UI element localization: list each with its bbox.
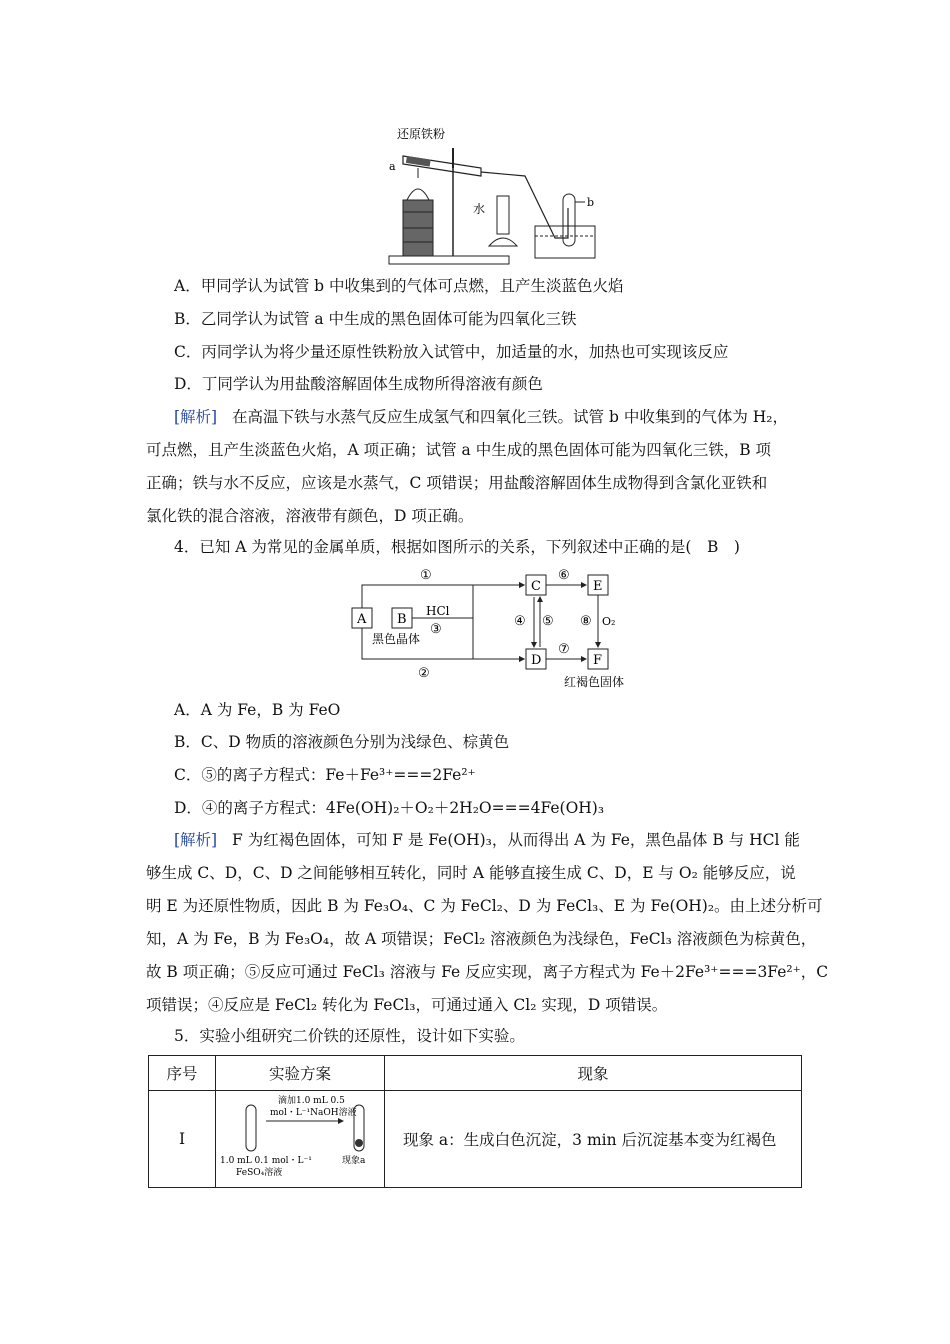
q4-option-d: D．④的离子方程式：4Fe(OH)₂＋O₂＋2H₂O===4Fe(OH)₃ — [174, 799, 605, 817]
q3-option-d: D．丁同学认为用盐酸溶解固体生成物所得溶液有颜色 — [174, 375, 543, 393]
table-row — [149, 1091, 802, 1188]
arrow-label-7: ⑦ — [558, 642, 570, 657]
q5-stem: 5．实验小组研究二价铁的还原性，设计如下实验。 — [174, 1027, 525, 1045]
q4-option-b: B．C、D 物质的溶液颜色分别为浅绿色、棕黄色 — [174, 733, 510, 751]
o2-label: O₂ — [602, 615, 616, 628]
arrow-label-4: ④ — [514, 614, 526, 629]
q4-analysis-line3: 明 E 为还原性物质，因此 B 为 Fe₃O₄、C 为 FeCl₂、D 为 FeCl₃、E 为 Fe(OH)₂。由上述分析可 — [146, 897, 823, 915]
red-brown-solid-label: 红褐色固体 — [564, 675, 625, 689]
q3-analysis-tag: [解析] — [174, 408, 218, 426]
scheme-right-text: 现象a — [342, 1156, 366, 1166]
svg-text:E: E — [593, 579, 603, 594]
arrow-label-2: ② — [418, 666, 430, 681]
table-header-row — [149, 1056, 802, 1091]
row-phenomenon: 现象 a：生成白色沉淀，3 min 后沉淀基本变为红褐色 — [385, 1091, 802, 1188]
svg-text:B: B — [397, 612, 407, 627]
q3-analysis-line1: [解析] 在高温下铁与水蒸气反应生成氢气和四氧化三铁。试管 b 中收集到的气体为 H₂， — [174, 408, 788, 426]
q3-analysis-line3: 正确；铁与水不反应，应该是水蒸气，C 项错误；用盐酸溶解固体生成物得到含氯化亚铁和 — [146, 474, 768, 492]
q3-analysis-line4: 氯化铁的混合溶液，溶液带有颜色，D 项正确。 — [146, 507, 474, 525]
row-scheme — [216, 1091, 385, 1188]
arrow-label-3: ③ — [430, 622, 442, 637]
svg-text:F: F — [593, 653, 603, 668]
q4-analysis-line5: 故 B 项正确；⑤反应可通过 FeCl₃ 溶液与 Fe 反应实现，离子方程式为 Fe＋2Fe³⁺===3Fe²⁺，C — [146, 963, 829, 981]
arrow-label-1: ① — [420, 568, 432, 583]
scheme-top-text-2: mol・L⁻¹NaOH溶液 — [270, 1108, 357, 1118]
label-water: 水 — [473, 202, 486, 216]
arrow-label-5: ⑤ — [542, 614, 554, 629]
label-reduced-iron-powder: 还原铁粉 — [397, 127, 446, 141]
q4-stem: 4．已知 A 为常见的金属单质，根据如图所示的关系，下列叙述中正确的是( B ) — [174, 538, 740, 556]
row-id: Ⅰ — [149, 1091, 216, 1188]
q4-analysis-line1: [解析] F 为红褐色固体，可知 F 是 Fe(OH)₃，从而得出 A 为 Fe，黑色晶体 B 与 HCl 能 — [174, 831, 800, 849]
precipitate — [355, 1139, 363, 1147]
header-phenomenon: 现象 — [385, 1056, 802, 1091]
scheme-top-text-1: 滴加1.0 mL 0.5 — [278, 1096, 345, 1106]
black-crystal-label: 黑色晶体 — [372, 632, 421, 646]
svg-text:A: A — [357, 612, 367, 627]
q4-option-c: C．⑤的离子方程式：Fe＋Fe³⁺===2Fe²⁺ — [174, 766, 476, 784]
q4-analysis-tag: [解析] — [174, 831, 218, 849]
q4-analysis-line6: 项错误；④反应是 FeCl₂ 转化为 FeCl₃，可通过通入 Cl₂ 实现，D 项错误。 — [146, 996, 668, 1014]
q4-analysis-line2: 够生成 C、D，C、D 之间能够相互转化，同时 A 能够直接生成 C、D，E 与 O₂ 能够反应，说 — [146, 864, 796, 882]
arrow-label-8: ⑧ — [580, 614, 592, 629]
label-tube-b: b — [587, 196, 595, 209]
q4-relation-diagram — [348, 565, 638, 690]
hcl-label: HCl — [426, 604, 450, 618]
scheme-bottom-text-2: FeSO₄溶液 — [236, 1168, 283, 1178]
q4-option-a: A．A 为 Fe，B 为 FeO — [174, 701, 341, 719]
q3-option-c: C．丙同学认为将少量还原性铁粉放入试管中，加适量的水，加热也可实现该反应 — [174, 343, 729, 361]
svg-text:D: D — [531, 653, 542, 668]
label-tube-a: a — [389, 160, 396, 173]
svg-text:C: C — [531, 579, 541, 594]
q4-analysis-line4: 知，A 为 Fe，B 为 Fe₃O₄，故 A 项错误；FeCl₂ 溶液颜色为浅绿色，FeCl₃ 溶液颜色为棕黄色， — [146, 930, 817, 948]
q3-option-b: B．乙同学认为试管 a 中生成的黑色固体可能为四氧化三铁 — [174, 310, 577, 328]
q5-experiment-table — [148, 1055, 802, 1188]
header-scheme: 实验方案 — [216, 1056, 385, 1091]
scheme-bottom-text-1: 1.0 mL 0.1 mol・L⁻¹ — [220, 1156, 312, 1166]
header-id: 序号 — [149, 1056, 216, 1091]
iron-steam-apparatus-figure — [385, 118, 615, 268]
scheme-figure — [216, 1091, 382, 1183]
q3-option-a: A．甲同学认为试管 b 中收集到的气体可点燃，且产生淡蓝色火焰 — [174, 277, 624, 295]
left-test-tube — [246, 1105, 256, 1151]
q3-analysis-line2: 可点燃，且产生淡蓝色火焰，A 项正确；试管 a 中生成的黑色固体可能为四氧化三铁，B 项 — [146, 441, 772, 459]
arrow-label-6: ⑥ — [558, 568, 570, 583]
